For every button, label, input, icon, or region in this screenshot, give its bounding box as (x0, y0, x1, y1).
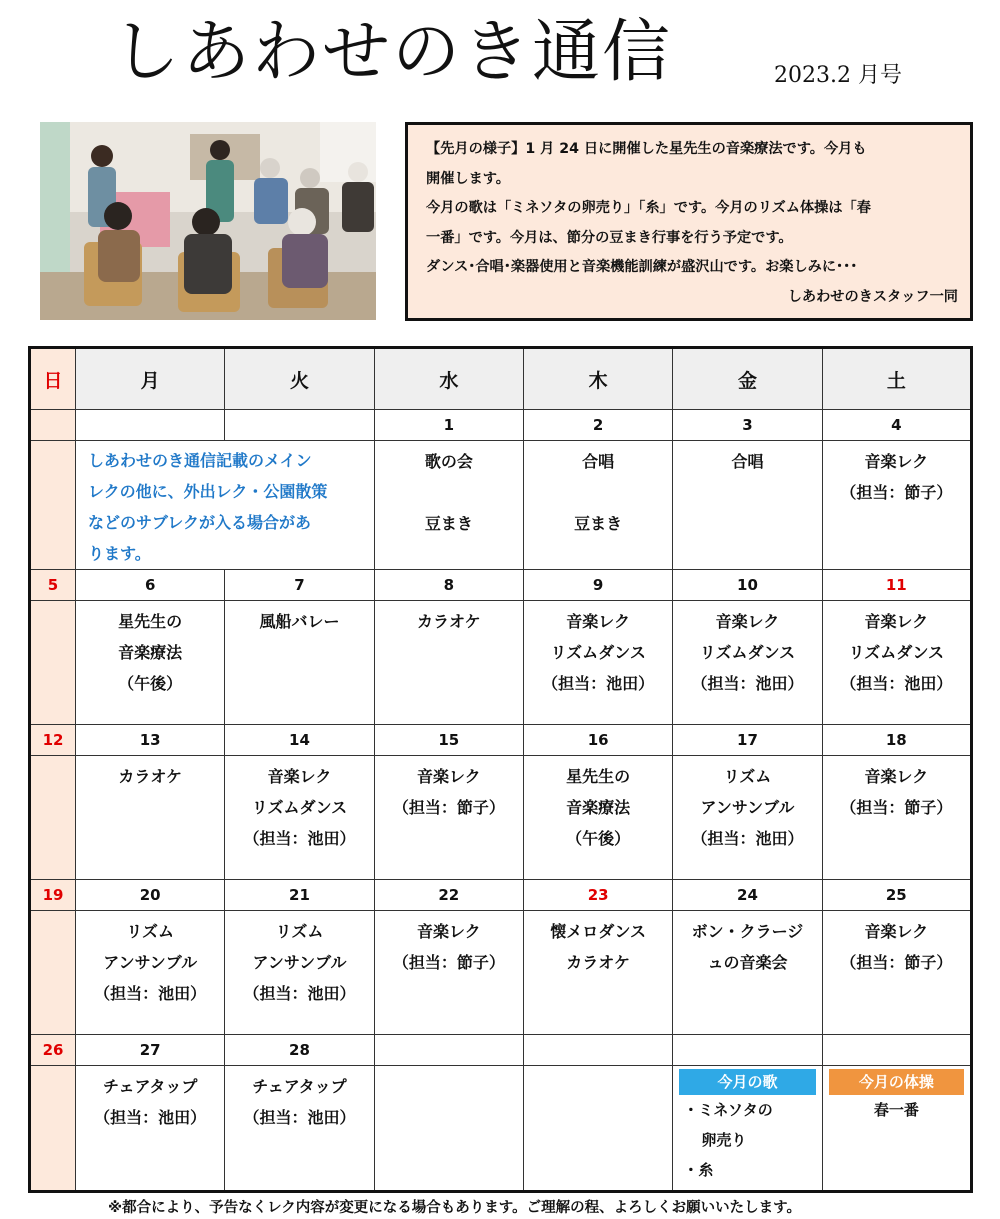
song-list (673, 1095, 821, 1185)
event-text: 星先生の (118, 612, 183, 631)
event-text: （担当：節子） (840, 953, 953, 972)
event-text: リズムダンス (699, 643, 796, 662)
event-text: 音楽レク (416, 922, 481, 941)
date-row (30, 410, 972, 441)
event-cell (673, 601, 822, 725)
event-cell (673, 911, 822, 1035)
footer-note: ※都合により、予告なくレク内容が変更になる場合もあります。ご理解の程、よろしくお願いいたします。 (108, 1200, 801, 1216)
date-cell: 8 (374, 570, 523, 601)
event-cell (523, 601, 672, 725)
event-cell (225, 1066, 374, 1192)
date-cell: 11 (822, 570, 971, 601)
event-cell (822, 756, 971, 880)
event-text: 音楽レク (864, 452, 929, 471)
event-text: （担当：池田） (840, 674, 953, 693)
event-text: 音楽療法 (566, 798, 631, 817)
event-text: ュの音楽会 (707, 953, 788, 972)
notice-signature: しあわせのきスタッフ一同 (787, 288, 958, 305)
event-text: リズム (723, 767, 772, 786)
date-cell (673, 1035, 822, 1066)
event-cell (374, 601, 523, 725)
weekday-tue: 火 (225, 348, 374, 410)
date-cell: 18 (822, 725, 971, 756)
date-cell: 4 (822, 410, 971, 441)
event-text: （担当：池田） (94, 984, 207, 1003)
event-text: （担当：池田） (542, 674, 655, 693)
song-item: ・ミネソタの (683, 1101, 773, 1119)
date-cell (523, 1035, 672, 1066)
event-cell (30, 441, 76, 570)
event-text: （担当：節子） (392, 953, 505, 972)
event-text: 音楽療法 (118, 643, 183, 662)
event-cell (30, 756, 76, 880)
event-text: ボン・クラージ (691, 922, 804, 941)
date-cell: 10 (673, 570, 822, 601)
date-cell: 3 (673, 410, 822, 441)
date-cell: 5 (30, 570, 76, 601)
event-text: 合唱 (731, 452, 764, 471)
date-cell: 13 (76, 725, 225, 756)
notice-line: 今月の歌は「ミネソタの卵売り」「糸」です。今月のリズム体操は「春 (426, 200, 871, 216)
date-row (30, 570, 972, 601)
event-text: 懐メロダンス (550, 922, 646, 941)
event-text: リズムダンス (848, 643, 944, 662)
event-cell (30, 911, 76, 1035)
event-cell (374, 911, 523, 1035)
event-cell (76, 1066, 225, 1192)
sub-activity-note (76, 441, 375, 570)
event-cell (523, 1066, 672, 1192)
event-text: （担当：池田） (691, 829, 804, 848)
song-of-month-cell (673, 1066, 822, 1192)
notice-line: 【先月の様子】1 月 24 日に開催した星先生の音楽療法です。今月も (426, 141, 867, 157)
weekday-fri: 金 (673, 348, 822, 410)
weekday-header-row (30, 348, 972, 410)
event-text: 星先生の (566, 767, 631, 786)
date-cell: 6 (76, 570, 225, 601)
date-cell (76, 410, 225, 441)
event-text: 音楽レク (864, 767, 929, 786)
event-cell (76, 911, 225, 1035)
exercise-item: 春一番 (873, 1101, 919, 1119)
weekday-mon: 月 (76, 348, 225, 410)
date-cell: 28 (225, 1035, 374, 1066)
event-row (30, 911, 972, 1035)
weekday-thu: 木 (523, 348, 672, 410)
note-line: レクの他に、外出レク・公園散策 (88, 482, 328, 501)
weekday-sat: 土 (822, 348, 971, 410)
date-cell: 21 (225, 880, 374, 911)
date-cell: 16 (523, 725, 672, 756)
event-text: 風船バレー (259, 612, 340, 631)
activity-photo (40, 122, 376, 320)
event-text: 音楽レク (864, 612, 929, 631)
event-text: チェアタップ (252, 1077, 347, 1096)
weekday-wed: 水 (374, 348, 523, 410)
event-cell (523, 756, 672, 880)
date-cell: 17 (673, 725, 822, 756)
date-cell: 26 (30, 1035, 76, 1066)
event-text: 音楽レク (566, 612, 630, 631)
event-cell (76, 756, 225, 880)
event-cell (374, 1066, 523, 1192)
event-calendar (28, 346, 973, 1193)
event-text: 合唱 (582, 452, 615, 471)
event-cell (225, 601, 374, 725)
event-text: カラオケ (566, 953, 630, 972)
weekday-sun: 日 (30, 348, 76, 410)
note-line: ります。 (88, 544, 151, 563)
event-cell (822, 441, 971, 570)
event-cell (374, 441, 523, 570)
song-item: 卵売り (701, 1131, 747, 1149)
song-of-month-label: 今月の歌 (679, 1069, 815, 1095)
event-text: 豆まき (424, 514, 473, 533)
date-cell: 14 (225, 725, 374, 756)
newsletter-title: しあわせのき通信 (112, 13, 673, 92)
event-text: 歌の会 (424, 452, 473, 471)
date-cell: 15 (374, 725, 523, 756)
song-item: ・糸 (683, 1161, 714, 1179)
event-text: カラオケ (118, 767, 182, 786)
notice-box (405, 122, 973, 321)
date-row (30, 880, 972, 911)
date-cell: 24 (673, 880, 822, 911)
note-line: しあわせのき通信記載のメイン (88, 451, 312, 470)
event-text: チェアタップ (102, 1077, 198, 1096)
event-text: 音楽レク (267, 767, 332, 786)
event-text: リズム (126, 922, 174, 941)
date-cell: 7 (225, 570, 374, 601)
event-text: （担当：池田） (243, 1108, 356, 1127)
date-cell: 1 (374, 410, 523, 441)
event-text: 音楽レク (416, 767, 481, 786)
issue-date: 2023.2 月号 (774, 63, 902, 88)
event-cell (30, 1066, 76, 1192)
event-cell (523, 911, 672, 1035)
event-row (30, 601, 972, 725)
event-cell (30, 601, 76, 725)
event-text: 豆まき (574, 514, 623, 533)
date-cell: 23 (523, 880, 672, 911)
event-text: （担当：池田） (94, 1108, 207, 1127)
event-text: （担当：節子） (840, 483, 953, 502)
event-text: カラオケ (416, 612, 481, 631)
date-cell (374, 1035, 523, 1066)
date-cell (225, 410, 374, 441)
event-text: （午後） (118, 674, 183, 693)
event-cell (822, 911, 971, 1035)
event-cell (225, 756, 374, 880)
event-text: リズム (275, 922, 324, 941)
date-cell: 25 (822, 880, 971, 911)
date-cell (822, 1035, 971, 1066)
date-cell: 27 (76, 1035, 225, 1066)
event-cell (523, 441, 672, 570)
event-text: 音楽レク (864, 922, 929, 941)
event-cell (673, 441, 822, 570)
date-row (30, 1035, 972, 1066)
event-row (30, 441, 972, 570)
event-text: リズムダンス (550, 643, 646, 662)
event-text: リズムダンス (251, 798, 348, 817)
note-line: などのサブレクが入る場合があ (88, 513, 312, 532)
event-text: アンサンブル (252, 953, 347, 972)
date-cell: 12 (30, 725, 76, 756)
event-text: （担当：節子） (840, 798, 953, 817)
date-cell: 22 (374, 880, 523, 911)
event-cell (374, 756, 523, 880)
event-text: （担当：節子） (392, 798, 505, 817)
notice-line: 一番」です。今月は、節分の豆まき行事を行う予定です。 (426, 229, 793, 246)
event-text: （午後） (566, 829, 631, 848)
event-cell (822, 601, 971, 725)
notice-line: 開催します。 (426, 170, 510, 187)
date-cell: 20 (76, 880, 225, 911)
date-cell: 2 (523, 410, 672, 441)
exercise-of-month-label: 今月の体操 (829, 1069, 964, 1095)
event-text: （担当：池田） (243, 984, 356, 1003)
date-cell (30, 410, 76, 441)
event-cell (225, 911, 374, 1035)
event-row (30, 756, 972, 880)
event-text: （担当：池田） (243, 829, 356, 848)
notice-line: ダンス･合唱･楽器使用と音楽機能訓練が盛沢山です。お楽しみに･･･ (426, 259, 858, 275)
event-text: アンサンブル (103, 953, 198, 972)
event-cell (673, 756, 822, 880)
date-row (30, 725, 972, 756)
event-text: アンサンブル (700, 798, 795, 817)
event-text: （担当：池田） (691, 674, 804, 693)
date-cell: 19 (30, 880, 76, 911)
exercise-of-month-cell (822, 1066, 971, 1192)
event-row (30, 1066, 972, 1192)
event-cell (76, 601, 225, 725)
date-cell: 9 (523, 570, 672, 601)
event-text: 音楽レク (715, 612, 780, 631)
